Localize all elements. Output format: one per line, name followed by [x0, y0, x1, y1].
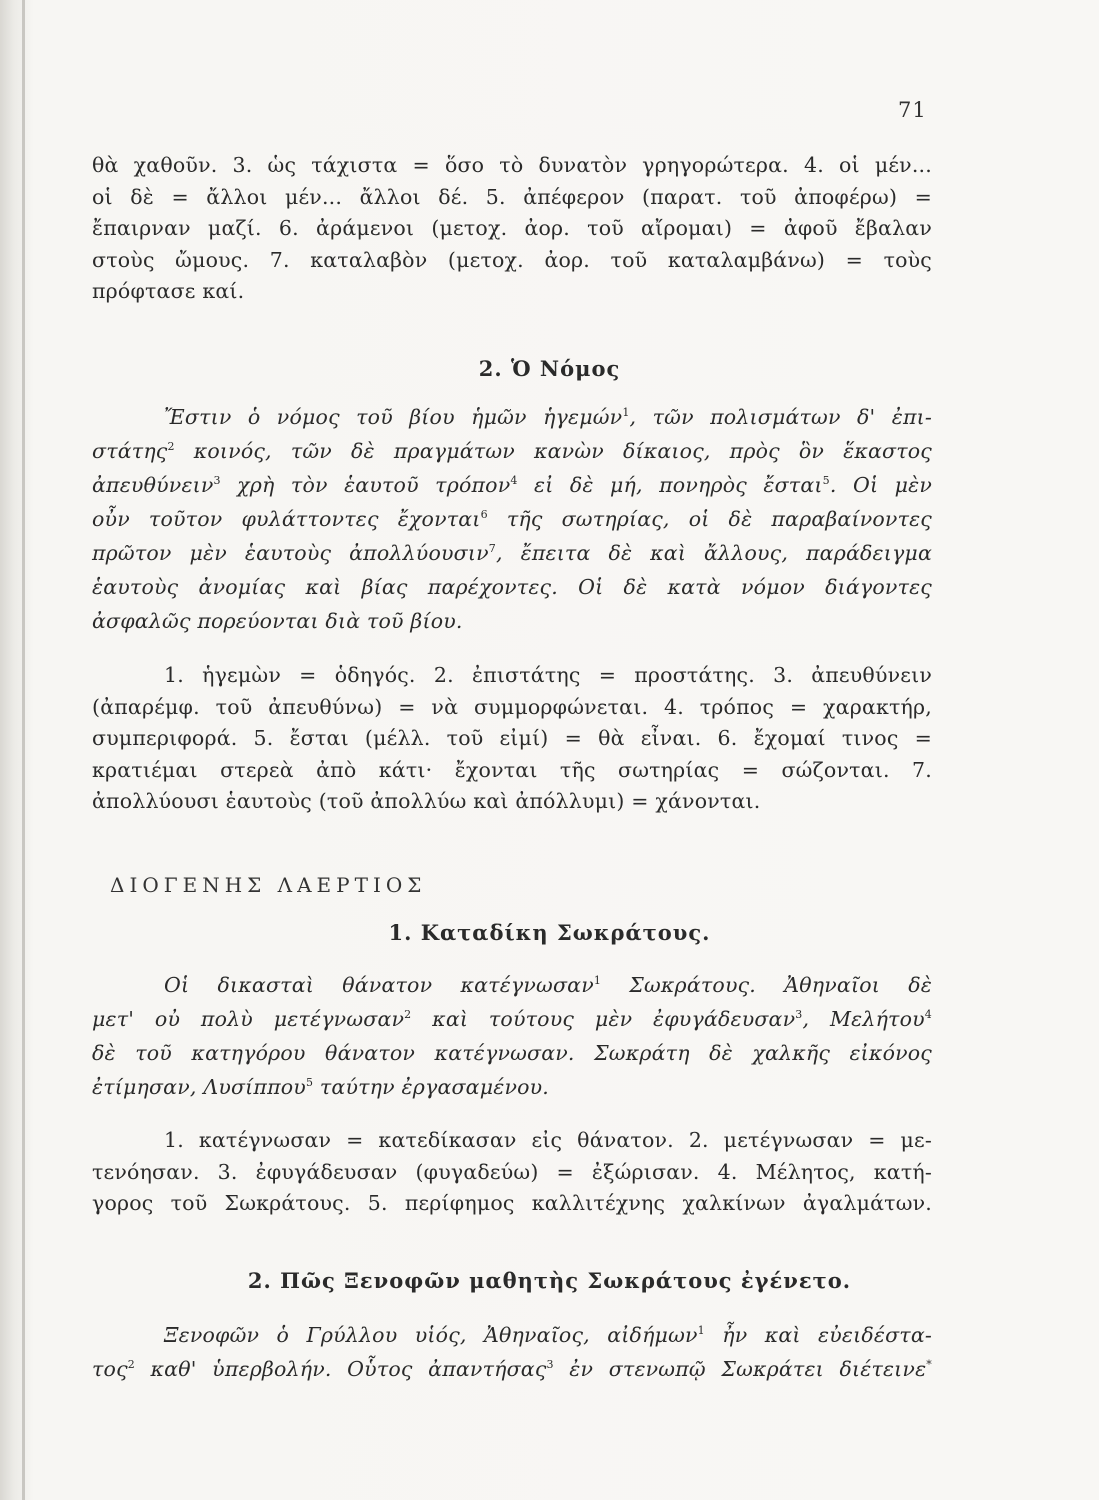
- text-segment: μετ' οὐ πολὺ μετέγνωσαν: [92, 1007, 405, 1031]
- text-segment: , τῶν πολισμάτων δ' ἐπι-: [629, 405, 932, 429]
- note-line: ἔπαιρναν μαζί. 6. ἀράμενοι (μετοχ. ἀορ. τοῦ αἴρομαι) = ἀφοῦ ἔβαλαν: [92, 216, 932, 240]
- footnote-marker: 3: [795, 1008, 803, 1022]
- footnote-marker: 4: [510, 474, 518, 488]
- note-line: 1. ἡγεμὼν = ὁδηγός. 2. ἐπιστάτης = προστάτης. 3. ἀπευθύνειν: [164, 663, 932, 687]
- text-segment: . Οἱ μὲν: [829, 473, 932, 497]
- footnote-marker: 4: [924, 1008, 932, 1022]
- author-heading: ΔΙΟΓΕΝΗΣ ΛΑΕΡΤΙΟΣ: [110, 873, 427, 897]
- text-segment: , ἔπειτα δὲ καὶ ἄλλους, παράδειγμα: [495, 541, 932, 565]
- text-line: [92, 400, 932, 434]
- text-katadiki: [92, 968, 932, 1104]
- note-line: θὰ χαθοῦν. 3. ὡς τάχιστα = ὅσο τὸ δυνατὸν γρηγορώτερα. 4. οἱ μέν...: [92, 153, 932, 177]
- footnote-marker: 1: [622, 406, 630, 420]
- text-segment: ἐν στενωπῷ Σωκράτει διέτεινε: [553, 1357, 927, 1381]
- note-line: ἀπολλύουσι ἑαυτοὺς (τοῦ ἀπολλύω καὶ ἀπόλλυμι) = χάνονται.: [92, 789, 761, 813]
- section-title-xenophon: 2. Πῶς Ξενοφῶν μαθητὴς Σωκράτους ἐγένετο.: [247, 1268, 852, 1293]
- text-line: [92, 1036, 932, 1070]
- page-number: 71: [898, 98, 927, 122]
- text-line: [92, 570, 932, 604]
- footnote-marker: 3: [213, 474, 221, 488]
- text-segment: εἰ δὲ μή, πονηρὸς ἔσται: [517, 473, 823, 497]
- note-line: οἱ δὲ = ἄλλοι μέν... ἄλλοι δέ. 5. ἀπέφερον (παρατ. τοῦ ἀποφέρω) =: [92, 184, 932, 209]
- text-line: [92, 604, 932, 638]
- text-line: [92, 1070, 932, 1104]
- section-title-nomos: 2. Ὁ Νόμος: [478, 356, 621, 381]
- footnote-marker: 7: [488, 542, 496, 556]
- text-xenophon: [92, 1318, 932, 1386]
- text-nomos: [92, 400, 932, 638]
- notes-katadiki: [92, 1125, 932, 1220]
- text-segment: χρὴ τὸν ἑαυτοῦ τρόπον: [220, 473, 511, 497]
- section-title-katadiki: 1. Καταδίκη Σωκράτους.: [388, 920, 711, 945]
- footnote-marker: 3: [546, 1358, 554, 1372]
- footnote-marker: 6: [480, 508, 488, 522]
- text-line: [92, 968, 932, 1002]
- text-segment: πρῶτον μὲν ἑαυτοὺς ἀπολλύουσιν: [92, 541, 489, 565]
- text-segment: οὖν τοῦτον φυλάττοντες ἔχονται: [92, 507, 481, 531]
- text-segment: καὶ τούτους μὲν ἐφυγάδευσαν: [411, 1007, 796, 1031]
- text-segment: ἑαυτοὺς ἀνομίας καὶ βίας παρέχοντες. Οἱ δὲ κατὰ νόμον διάγοντες: [92, 575, 932, 599]
- footnote-marker: 2: [404, 1008, 412, 1022]
- text-segment: Ἔστιν ὁ νόμος τοῦ βίου ἡμῶν ἡγεμών: [164, 405, 623, 429]
- text-segment: δὲ τοῦ κατηγόρου θάνατον κατέγνωσαν. Σωκράτη δὲ χαλκῆς εἰκόνος: [92, 1041, 932, 1065]
- text-segment: ἦν καὶ εὐειδέστα-: [704, 1323, 932, 1347]
- notes-nomos: [92, 660, 932, 818]
- text-segment: ἀπευθύνειν: [92, 473, 214, 497]
- note-line: τενόησαν. 3. ἐφυγάδευσαν (φυγαδεύω) = ἐξώρισαν. 4. Μέλητος, κατή-: [92, 1159, 932, 1184]
- footnote-marker: 5: [822, 474, 830, 488]
- note-line: πρόφτασε καί.: [92, 279, 245, 303]
- footnote-marker: 5: [305, 1076, 314, 1090]
- note-line: κρατιέμαι στερεὰ ἀπὸ κάτι· ἔχονται τῆς σωτηρίας = σώζονται. 7.: [92, 757, 932, 782]
- text-line: [92, 1002, 932, 1036]
- footnote-marker: 1: [593, 974, 602, 988]
- text-segment: στάτης: [92, 439, 168, 463]
- text-segment: ἀσφαλῶς πορεύονται διὰ τοῦ βίου.: [92, 609, 463, 633]
- footnote-marker: 2: [167, 440, 175, 454]
- text-segment: τῆς σωτηρίας, οἱ δὲ παραβαίνοντες: [487, 507, 932, 531]
- text-line: [92, 468, 932, 502]
- text-segment: Ξενοφῶν ὁ Γρύλλου υἱός, Ἀθηναῖος, αἰδήμων: [164, 1323, 698, 1347]
- footnote-marker: *: [926, 1358, 932, 1372]
- text-line: [92, 536, 932, 570]
- text-segment: Οἱ δικασταὶ θάνατον κατέγνωσαν: [164, 973, 594, 997]
- footnote-marker: 2: [127, 1358, 135, 1372]
- text-line: [92, 1352, 932, 1386]
- footnote-marker: 1: [697, 1324, 705, 1338]
- text-segment: Σωκράτους. Ἀθηναῖοι δὲ: [601, 973, 932, 997]
- note-line: γορος τοῦ Σωκράτους. 5. περίφημος καλλιτέχνης χαλκίνων ἀγαλμάτων.: [92, 1191, 932, 1215]
- text-line: [92, 1318, 932, 1352]
- notes-top: [92, 150, 932, 308]
- text-line: [92, 434, 932, 468]
- text-line: [92, 502, 932, 536]
- note-line: 1. κατέγνωσαν = κατεδίκασαν εἰς θάνατον. 2. μετέγνωσαν = με-: [164, 1128, 932, 1152]
- note-line: συμπεριφορά. 5. ἔσται (μέλλ. τοῦ εἰμί) = θὰ εἶναι. 6. ἔχομαί τινος =: [92, 726, 932, 750]
- note-line: στοὺς ὤμους. 7. καταλαβὸν (μετοχ. ἀορ. τοῦ καταλαμβάνω) = τοὺς: [92, 247, 932, 272]
- text-segment: ταύτην ἐργασαμένου.: [313, 1075, 550, 1099]
- text-segment: τος: [92, 1357, 128, 1381]
- text-segment: , Μελήτου: [802, 1007, 925, 1031]
- text-segment: καθ' ὑπερβολήν. Οὗτος ἀπαντήσας: [134, 1357, 547, 1381]
- text-segment: κοινός, τῶν δὲ πραγμάτων κανὼν δίκαιος, πρὸς ὃν ἕκαστος: [174, 439, 932, 463]
- note-line: (ἀπαρέμφ. τοῦ ἀπευθύνω) = νὰ συμμορφώνεται. 4. τρόπος = χαρακτήρ,: [92, 694, 932, 719]
- text-segment: ἐτίμησαν, Λυσίππου: [92, 1075, 306, 1099]
